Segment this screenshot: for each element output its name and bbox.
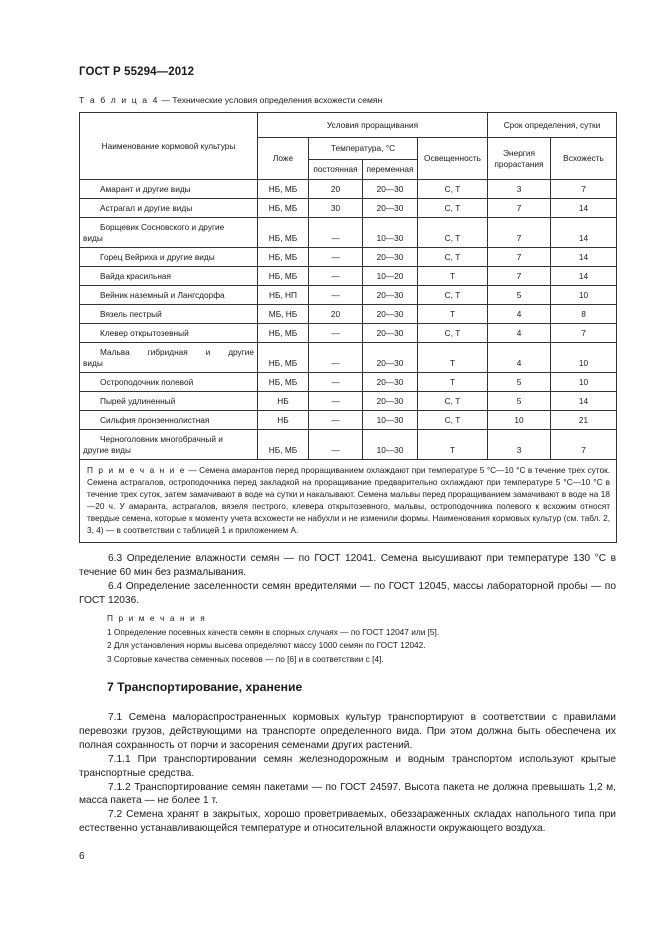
- cell-var: 10—30: [363, 411, 418, 430]
- cell-var: 20—30: [363, 343, 418, 373]
- cell-var: 20—30: [363, 305, 418, 324]
- cell-bed: НБ, МБ: [258, 430, 309, 460]
- cell-crop: Горец Вейриха и другие виды: [80, 248, 258, 267]
- crop-name-word: гибридная: [147, 347, 188, 357]
- crop-name-word: Мальва: [100, 347, 130, 357]
- cell-const: —: [309, 248, 363, 267]
- cell-crop: Пырей удлиненный: [80, 392, 258, 411]
- cell-var: 20—30: [363, 392, 418, 411]
- crop-name-word: другие: [228, 347, 254, 357]
- cell-bed: НБ, МБ: [258, 218, 309, 248]
- cell-var: 10—30: [363, 430, 418, 460]
- cell-germ: 10: [551, 286, 617, 305]
- cell-bed: НБ: [258, 411, 309, 430]
- cell-light: С, Т: [418, 248, 488, 267]
- table-note: [80, 460, 617, 543]
- table-row: [80, 218, 617, 248]
- crop-name-line: Борщевик Сосновского и другие: [100, 222, 225, 232]
- cell-light: С, Т: [418, 392, 488, 411]
- cell-germ: 14: [551, 267, 617, 286]
- cell-light: Т: [418, 343, 488, 373]
- cell-light: Т: [418, 267, 488, 286]
- cell-crop: Клевер открытозевный: [80, 324, 258, 343]
- header-term: Срок определения, сутки: [488, 113, 617, 138]
- crop-name-line: Черноголовник многобрачный и: [100, 434, 223, 444]
- cell-light: С, Т: [418, 218, 488, 248]
- cell-energy: 7: [488, 248, 551, 267]
- crop-name-word: и: [205, 347, 211, 357]
- cell-energy: 5: [488, 373, 551, 392]
- notes-block: [79, 612, 616, 667]
- cell-light: С, Т: [418, 411, 488, 430]
- table-row: [80, 373, 617, 392]
- cell-germ: 8: [551, 305, 617, 324]
- cell-const: 30: [309, 199, 363, 218]
- cell-bed: НБ: [258, 392, 309, 411]
- cell-const: —: [309, 343, 363, 373]
- cell-energy: 4: [488, 343, 551, 373]
- table-row: [80, 180, 617, 199]
- paragraph-7-1-1: 7.1.1 При транспортировании семян железнодорожным и водным транспортом используют крытые транспортные средства.: [79, 753, 616, 779]
- cell-crop: Сильфия пронзеннолистная: [80, 411, 258, 430]
- cell-germ: 10: [551, 343, 617, 373]
- table-row: [80, 199, 617, 218]
- cell-const: —: [309, 267, 363, 286]
- header-conditions: Условия проращивания: [258, 113, 488, 138]
- cell-const: —: [309, 373, 363, 392]
- cell-energy: 4: [488, 305, 551, 324]
- table-row: [80, 392, 617, 411]
- cell-crop: Вязель пестрый: [80, 305, 258, 324]
- section-7-title: 7 Транспортирование, хранение: [107, 680, 303, 694]
- cell-energy: 5: [488, 286, 551, 305]
- cell-const: —: [309, 324, 363, 343]
- paragraph-7-2: 7.2 Семена хранят в закрытых, хорошо проветриваемых, обеззараженных складах напольного типа при естественно устанавливающейся температуре и относительной влажности окружающего воздуха.: [79, 809, 616, 835]
- paragraph-6-3: 6.3 Определение влажности семян — по ГОСТ 12041. Семена высушивают при температуре 130 °С в течение 60 мин без размалывания.: [79, 553, 616, 578]
- note-item: 2 Для установления нормы высева определяют массу 1000 семян по ГОСТ 12042.: [107, 640, 426, 651]
- cell-var: 10—20: [363, 267, 418, 286]
- notes-title: П р и м е ч а н и я: [107, 613, 207, 623]
- header-variable: переменная: [363, 160, 418, 180]
- page-number: 6: [79, 851, 85, 862]
- cell-var: 20—30: [363, 180, 418, 199]
- header-crop: Наименование кормовой культуры: [80, 113, 258, 180]
- cell-bed: НБ, МБ: [258, 199, 309, 218]
- cell-var: 20—30: [363, 324, 418, 343]
- cell-light: Т: [418, 430, 488, 460]
- table-row: [80, 411, 617, 430]
- cell-light: Т: [418, 305, 488, 324]
- table-caption: [79, 95, 382, 105]
- cell-crop: [80, 430, 258, 460]
- cell-bed: НБ, МБ: [258, 180, 309, 199]
- crop-name-line: другие виды: [83, 445, 131, 455]
- cell-var: 10—30: [363, 218, 418, 248]
- cell-germ: 14: [551, 392, 617, 411]
- cell-energy: 7: [488, 267, 551, 286]
- header-bed: Ложе: [258, 138, 309, 180]
- paragraph-7-1: 7.1 Семена малораспространенных кормовых культур транспортируют в соответствии с правилами перевозки грузов, действующими на транспорте определенного вида. При этом должна быть обеспечена их полная сохранность от порчи и засорения семенами других растений.: [79, 712, 616, 751]
- cell-germ: 14: [551, 199, 617, 218]
- cell-germ: 7: [551, 430, 617, 460]
- cell-crop: Амарант и другие виды: [80, 180, 258, 199]
- table-row: [80, 430, 617, 460]
- cell-germ: 14: [551, 218, 617, 248]
- header-temperature: Температура, °С: [309, 138, 418, 160]
- cell-crop: Вайда красильная: [80, 267, 258, 286]
- cell-energy: 7: [488, 199, 551, 218]
- cell-const: 20: [309, 305, 363, 324]
- cell-const: —: [309, 430, 363, 460]
- header-germination: Всхожесть: [551, 138, 617, 180]
- table-row: [80, 267, 617, 286]
- cell-bed: НБ, НП: [258, 286, 309, 305]
- cell-light: С, Т: [418, 324, 488, 343]
- cell-germ: 7: [551, 180, 617, 199]
- header-constant: постоянная: [309, 160, 363, 180]
- crop-name-line: [83, 347, 254, 358]
- cell-const: —: [309, 218, 363, 248]
- cell-light: С, Т: [418, 286, 488, 305]
- cell-const: —: [309, 286, 363, 305]
- cell-light: С, Т: [418, 180, 488, 199]
- table-row: [80, 305, 617, 324]
- table-row: [80, 248, 617, 267]
- cell-energy: 10: [488, 411, 551, 430]
- cell-bed: НБ, МБ: [258, 373, 309, 392]
- table-row: [80, 286, 617, 305]
- note-item: 1 Определение посевных качеств семян в спорных случаях — по ГОСТ 12047 или [5].: [107, 626, 440, 637]
- cell-bed: МБ, НБ: [258, 305, 309, 324]
- cell-energy: 4: [488, 324, 551, 343]
- cell-var: 20—30: [363, 373, 418, 392]
- cell-germ: 7: [551, 324, 617, 343]
- cell-light: Т: [418, 373, 488, 392]
- cell-energy: 3: [488, 430, 551, 460]
- cell-const: 20: [309, 180, 363, 199]
- cell-bed: НБ, МБ: [258, 267, 309, 286]
- table-row: [80, 343, 617, 373]
- cell-bed: НБ, МБ: [258, 248, 309, 267]
- cell-const: —: [309, 392, 363, 411]
- note-item: 3 Сортовые качества семенных посевов — по [6] и в соответствии с [4].: [107, 654, 384, 665]
- header-light: Освещенность: [418, 138, 488, 180]
- cell-germ: 10: [551, 373, 617, 392]
- standard-header: ГОСТ Р 55294—2012: [79, 66, 195, 78]
- table-caption-title: — Технические условия определения всхожести семян: [161, 95, 383, 105]
- cell-var: 20—30: [363, 199, 418, 218]
- cell-crop: Остроподочник полевой: [80, 373, 258, 392]
- header-energy: Энергия прорастания: [488, 138, 551, 180]
- cell-var: 20—30: [363, 286, 418, 305]
- table-note-text: — Семена амарантов перед проращиванием охлаждают при температуре 5 °С—10 °С в течение трех суток. Семена астрагалов, остроподочника перед закладкой на проращивание предварительно охлаждают при температуре 5 °С—10 °С в течение трех суток, затем замачивают в воде на сутки и накалывают. Семена мальвы перед проращиванием замачивают в воде на 18—20 ч. У амаранта, астрагалов, вязеля пестрого, клевера открытозевного, мальвы, остроподочника полевого к всхожим относят твердые семена, которые к моменту учета всхожести не набухли и не изменили формы. Наименования кормовых культур (см. табл. 2, 3, 4) — в соответствии с таблицей 1 и приложением А.: [87, 465, 611, 535]
- table-caption-label: Т а б л и ц а 4: [79, 95, 159, 105]
- section-6-paragraphs: [79, 552, 616, 608]
- table-row: [80, 324, 617, 343]
- paragraph-6-4: 6.4 Определение заселенности семян вредителями — по ГОСТ 12045, массы лабораторной пробы — по ГОСТ 12036.: [79, 580, 616, 606]
- cell-crop: Вейник наземный и Лангсдорфа: [80, 286, 258, 305]
- cell-crop: Астрагал и другие виды: [80, 199, 258, 218]
- cell-light: С, Т: [418, 199, 488, 218]
- germination-table: [79, 112, 617, 543]
- cell-crop: [80, 343, 258, 373]
- cell-energy: 7: [488, 218, 551, 248]
- crop-name-line: виды: [83, 358, 103, 368]
- cell-bed: НБ, МБ: [258, 324, 309, 343]
- cell-germ: 21: [551, 411, 617, 430]
- section-7-paragraphs: [79, 711, 616, 836]
- cell-energy: 5: [488, 392, 551, 411]
- cell-bed: НБ, МБ: [258, 343, 309, 373]
- cell-energy: 3: [488, 180, 551, 199]
- paragraph-7-1-2: 7.1.2 Транспортирование семян пакетами — по ГОСТ 24597. Высота пакета не должна превышать 1,2 м, масса пакета — не более 1 т.: [79, 781, 616, 807]
- cell-var: 20—30: [363, 248, 418, 267]
- cell-crop: [80, 218, 258, 248]
- cell-germ: 14: [551, 248, 617, 267]
- table-note-row: [80, 460, 617, 543]
- cell-const: —: [309, 411, 363, 430]
- crop-name-line: виды: [83, 233, 103, 243]
- table-note-label: П р и м е ч а н и е: [87, 465, 186, 475]
